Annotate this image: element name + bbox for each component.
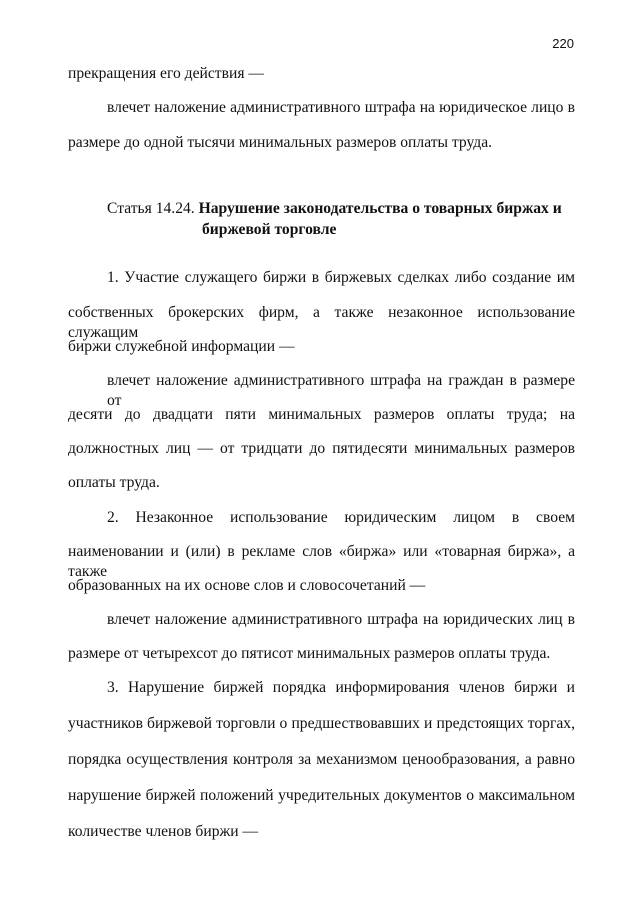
text-line: прекращения его действия — xyxy=(68,65,264,82)
text-line: наименовании и (или) в рекламе слов «биржа» или «товарная биржа», а также xyxy=(68,543,575,580)
text-line: 3. Нарушение биржей порядка информирования членов биржи и xyxy=(107,679,575,696)
text-line: размере до одной тысячи минимальных размеров оплаты труда. xyxy=(68,134,493,151)
text-line: должностных лиц — от тридцати до пятидесяти минимальных размеров xyxy=(68,440,575,457)
text-line: участников биржевой торговли о предшествовавших и предстоящих торгах, xyxy=(68,715,575,732)
text-line: влечет наложение административного штрафа на граждан в размере от xyxy=(107,372,575,409)
text-line: порядка осуществления контроля за механизмом ценообразования, а равно xyxy=(68,751,575,768)
text-line: оплаты труда. xyxy=(68,474,160,491)
text-line: влечет наложение административного штрафа на юридических лиц в xyxy=(107,611,575,628)
article-heading xyxy=(107,199,562,219)
text-line: десяти до двадцати пяти минимальных размеров оплаты труда; на xyxy=(68,406,575,423)
text-line: размере от четырехсот до пятисот минимальных размеров оплаты труда. xyxy=(68,645,551,662)
article-number: Статья 14.24. xyxy=(107,200,199,217)
article-title: Нарушение законодательства о товарных биржах и xyxy=(198,200,562,217)
page-number: 220 xyxy=(552,36,574,51)
text-line: 1. Участие служащего биржи в биржевых сделках либо создание им xyxy=(107,269,575,286)
article-title-continued: биржевой торговле xyxy=(202,221,337,238)
text-line: собственных брокерских фирм, а также незаконное использование служащим xyxy=(68,304,575,341)
text-line: количестве членов биржи — xyxy=(68,823,259,840)
text-line: 2. Незаконное использование юридическим лицом в своем xyxy=(107,509,575,526)
text-line: биржи служебной информации — xyxy=(68,338,295,355)
text-line: нарушение биржей положений учредительных документов о максимальном xyxy=(68,787,575,804)
text-line: образованных на их основе слов и словосочетаний — xyxy=(68,577,426,594)
text-line: влечет наложение административного штрафа на юридическое лицо в xyxy=(107,99,575,116)
